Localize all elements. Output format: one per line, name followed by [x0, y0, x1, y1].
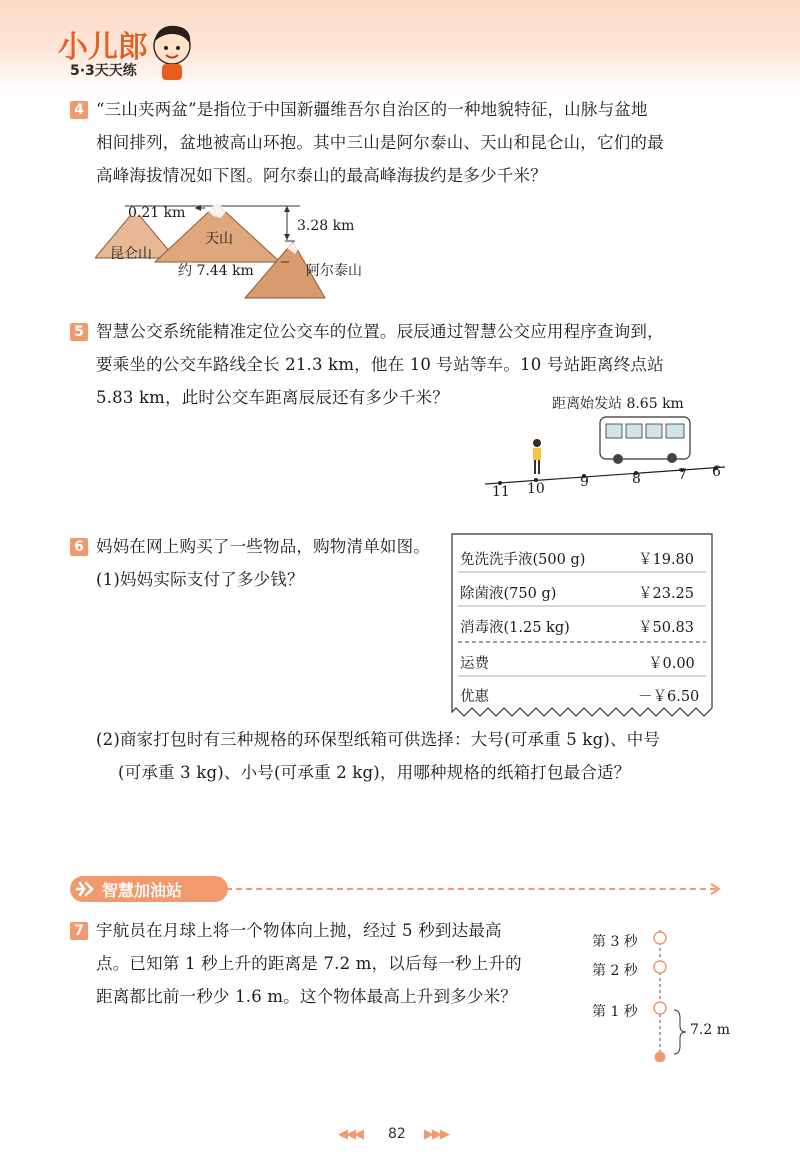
- boy-icon: [533, 439, 541, 474]
- chevron-right-icon: [708, 882, 722, 896]
- kunlun-label: 昆仑山: [110, 246, 152, 262]
- stop-label: 8: [632, 471, 641, 487]
- bus-icon: [600, 417, 690, 464]
- receipt-item-name: 消毒液(1.25 kg): [460, 620, 570, 636]
- section-divider: [226, 888, 716, 890]
- brand-logo: 小儿郎: [58, 30, 148, 65]
- altai-label: 阿尔泰山: [306, 263, 362, 279]
- mascot-icon: [148, 20, 196, 82]
- ascent-figure: [640, 922, 730, 1062]
- prev-arrows-icon: ◀◀◀: [338, 1127, 362, 1142]
- section-title: 智慧加油站: [102, 881, 183, 900]
- page-number: 82: [388, 1126, 406, 1142]
- stop-label: 7: [678, 467, 687, 483]
- tianshan-label: 天山: [205, 231, 233, 247]
- receipt-item-name: 免洗洗手液(500 g): [460, 552, 586, 568]
- sec2-label: 第 2 秒: [592, 963, 638, 979]
- q6-intro: 妈妈在网上购买了一些物品，购物清单如图。: [96, 537, 430, 556]
- next-arrows-icon: ▶▶▶: [424, 1127, 448, 1142]
- receipt-shipping-price: ￥0.00: [648, 656, 695, 672]
- stop-label: 11: [492, 484, 510, 500]
- receipt-shipping-name: 运费: [460, 656, 489, 672]
- q7-line-3: 距离都比前一秒少 1.6 m。这个物体最高上升到多少米？: [96, 987, 517, 1006]
- q4-line-3: 高峰海拔情况如下图。阿尔泰山的最高峰海拔约是多少千米？: [96, 166, 547, 185]
- bus-route-figure: [480, 412, 730, 502]
- diff-small-label: 0.21 km: [128, 205, 186, 221]
- sparkle-icon: [74, 879, 96, 899]
- receipt-item-price: ￥50.83: [638, 620, 695, 636]
- diff-big-label: 3.28 km: [297, 218, 355, 234]
- receipt-item-price: ￥19.80: [638, 552, 695, 568]
- distance-label: 距离始发站 8.65 km: [552, 396, 684, 412]
- receipt-discount-price: －￥6.50: [638, 689, 700, 705]
- receipt-item-price: ￥23.25: [638, 586, 695, 602]
- sec3-label: 第 3 秒: [592, 934, 638, 950]
- receipt-item-name: 除菌液(750 g): [460, 586, 557, 602]
- series-name: 5·3天天练: [70, 63, 137, 79]
- q5-line-1: 智慧公交系统能精准定位公交车的位置。辰辰通过智慧公交应用程序查询到，: [96, 322, 664, 341]
- q5-line-2: 要乘坐的公交车路线全长 21.3 km，他在 10 号站等车。10 号站距离终点站: [96, 355, 664, 374]
- stop-label: 10: [527, 481, 545, 497]
- question-number: 5: [70, 323, 88, 341]
- q5-line-3: 5.83 km，此时公交车距离辰辰还有多少千米？: [96, 388, 449, 407]
- q7-line-2: 点。已知第 1 秒上升的距离是 7.2 m，以后每一秒上升的: [96, 954, 522, 973]
- first-second-distance: 7.2 m: [690, 1022, 730, 1038]
- q6-part-2-line-1: (2)商家打包时有三种规格的环保型纸箱可供选择：大号(可承重 5 kg)、中号: [96, 730, 661, 749]
- question-number: 6: [70, 538, 88, 556]
- q6-part-1: (1)妈妈实际支付了多少钱？: [96, 570, 304, 589]
- question-number: 4: [70, 101, 88, 119]
- q6-part-2-line-2: (可承重 3 kg)、小号(可承重 2 kg)，用哪种规格的纸箱打包最合适？: [118, 763, 631, 782]
- question-number: 7: [70, 922, 88, 940]
- q4-line-2: 相间排列，盆地被高山环抱。其中三山是阿尔泰山、天山和昆仑山，它们的最: [96, 133, 664, 152]
- sec1-label: 第 1 秒: [592, 1004, 638, 1020]
- altai-height-label: 约 7.44 km: [178, 263, 254, 279]
- q7-line-1: 宇航员在月球上将一个物体向上抛，经过 5 秒到达最高: [96, 921, 502, 940]
- stop-label: 9: [580, 474, 589, 490]
- q4-line-1: “三山夹两盆”是指位于中国新疆维吾尔自治区的一种地貌特征，山脉与盆地: [96, 100, 648, 119]
- receipt-discount-name: 优惠: [460, 689, 489, 705]
- stop-label: 6: [712, 464, 721, 480]
